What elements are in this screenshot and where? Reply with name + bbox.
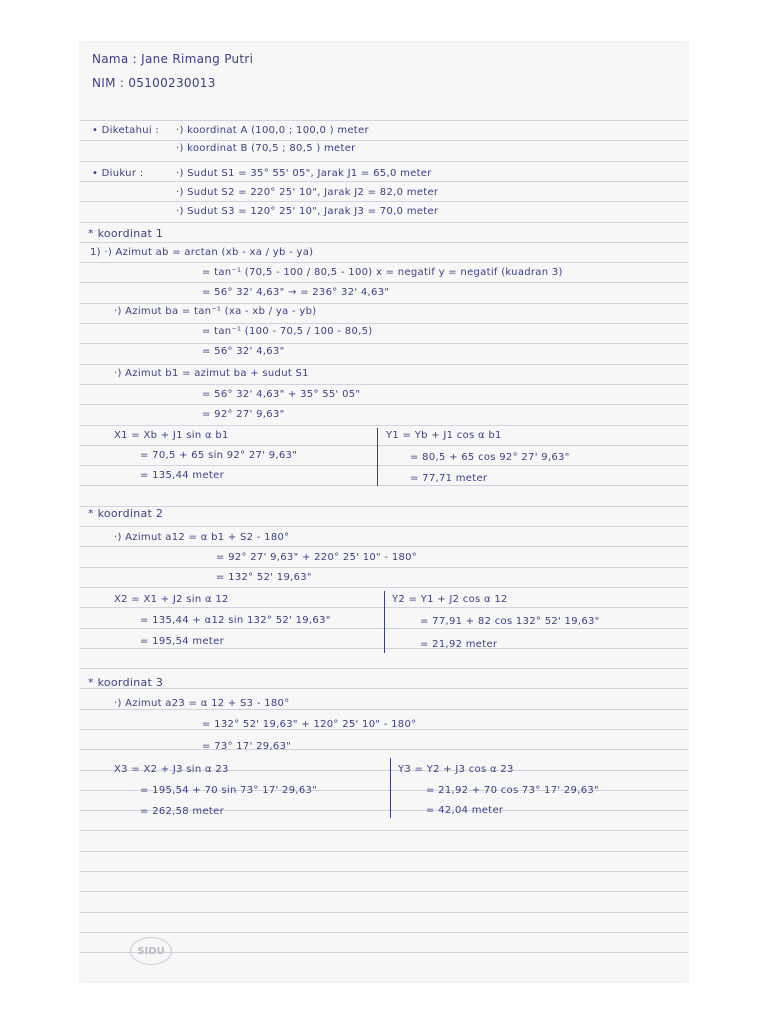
given-item: ·) koordinat B (70,5 ; 80,5 ) meter xyxy=(176,143,356,154)
ruled-line xyxy=(80,871,688,872)
ruled-line xyxy=(80,161,688,162)
calc-line: = 21,92 + 70 cos 73° 17' 29,63" xyxy=(426,785,599,796)
stamp-text: SIDU xyxy=(137,945,165,957)
ruled-line xyxy=(80,120,688,121)
calc-line: = 77,91 + 82 cos 132° 52' 19,63" xyxy=(420,616,600,627)
ruled-line xyxy=(80,425,688,426)
calc-line: = tan⁻¹ (100 - 70,5 / 100 - 80,5) xyxy=(202,326,373,337)
ruled-line xyxy=(80,851,688,852)
ruled-line xyxy=(80,364,688,365)
calc-line: X1 = Xb + J1 sin α b1 xyxy=(114,430,229,441)
calc-line: = 56° 32' 4,63" xyxy=(202,346,285,357)
calc-line: = 132° 52' 19,63" + 120° 25' 10" - 180° xyxy=(202,719,417,730)
ruled-line xyxy=(80,384,688,385)
calc-line: = 262,58 meter xyxy=(140,806,225,817)
calc-line: = tan⁻¹ (70,5 - 100 / 80,5 - 100) x = negatif y = negatif (kuadran 3) xyxy=(202,267,563,278)
calc-line: = 195,54 meter xyxy=(140,636,225,647)
column-divider xyxy=(377,428,378,486)
calc-line: X2 = X1 + J2 sin α 12 xyxy=(114,594,229,605)
ruled-line xyxy=(80,749,688,750)
calc-line: 1) ·) Azimut ab = arctan (xb - xa / yb - ya) xyxy=(90,247,314,258)
calc-line: = 73° 17' 29,63" xyxy=(202,741,292,752)
calc-line: ·) Azimut a23 = α 12 + S3 - 180° xyxy=(114,698,290,709)
ruled-line xyxy=(80,445,688,446)
ruled-line xyxy=(80,465,688,466)
ruled-line xyxy=(80,242,688,243)
ruled-line xyxy=(80,567,688,568)
ruled-line xyxy=(80,668,688,669)
ruled-line xyxy=(80,323,688,324)
calc-line: = 56° 32' 4,63" → = 236° 32' 4,63" xyxy=(202,287,390,298)
ruled-line xyxy=(80,526,688,527)
ruled-line xyxy=(80,262,688,263)
calc-line: = 77,71 meter xyxy=(410,473,488,484)
calc-line: = 135,44 meter xyxy=(140,470,225,481)
calc-line: = 92° 27' 9,63" xyxy=(202,409,285,420)
ruled-line xyxy=(80,932,688,933)
ruled-line xyxy=(80,303,688,304)
ruled-line xyxy=(80,830,688,831)
ruled-line xyxy=(80,912,688,913)
section-title-koordinat-2: * koordinat 2 xyxy=(88,507,164,520)
section-title-koordinat-1: * koordinat 1 xyxy=(88,227,164,240)
given-label: • Diketahui : xyxy=(92,125,160,136)
calc-line: = 135,44 + α12 sin 132° 52' 19,63" xyxy=(140,615,331,626)
calc-line: X3 = X2 + J3 sin α 23 xyxy=(114,764,229,775)
ruled-line xyxy=(80,891,688,892)
measured-label: • Diukur : xyxy=(92,168,144,179)
measured-item: ·) Sudut S3 = 120° 25' 10", Jarak J3 = 70,0 meter xyxy=(176,206,439,217)
calc-line: = 132° 52' 19,63" xyxy=(216,572,312,583)
ruled-line xyxy=(80,282,688,283)
ruled-line xyxy=(80,404,688,405)
calc-line: = 195,54 + 70 sin 73° 17' 29,63" xyxy=(140,785,318,796)
student-nim: NIM : 05100230013 xyxy=(92,76,216,90)
calc-line: Y3 = Y2 + J3 cos α 23 xyxy=(398,764,514,775)
calc-line: = 92° 27' 9,63" + 220° 25' 10" - 180° xyxy=(216,552,418,563)
ruled-line xyxy=(80,506,688,507)
calc-line: = 56° 32' 4,63" + 35° 55' 05" xyxy=(202,389,361,400)
calc-line: = 42,04 meter xyxy=(426,805,504,816)
ruled-line xyxy=(80,222,688,223)
calc-line: Y2 = Y1 + J2 cos α 12 xyxy=(392,594,508,605)
column-divider xyxy=(384,591,385,653)
student-name: Nama : Jane Rimang Putri xyxy=(92,52,254,66)
sidu-logo-stamp xyxy=(130,937,172,965)
calc-line: ·) Azimut b1 = azimut ba + sudut S1 xyxy=(114,368,309,379)
calc-line: = 80,5 + 65 cos 92° 27' 9,63" xyxy=(410,452,570,463)
ruled-line xyxy=(80,709,688,710)
measured-item: ·) Sudut S2 = 220° 25' 10", Jarak J2 = 82,0 meter xyxy=(176,187,439,198)
section-title-koordinat-3: * koordinat 3 xyxy=(88,676,164,689)
ruled-line xyxy=(80,587,688,588)
ruled-line xyxy=(80,485,688,486)
ruled-line xyxy=(80,546,688,547)
calc-line: = 21,92 meter xyxy=(420,639,498,650)
ruled-line xyxy=(80,140,688,141)
given-item: ·) koordinat A (100,0 ; 100,0 ) meter xyxy=(176,125,369,136)
ruled-line xyxy=(80,343,688,344)
ruled-line xyxy=(80,181,688,182)
calc-line: ·) Azimut ba = tan⁻¹ (xa - xb / ya - yb) xyxy=(114,306,317,317)
ruled-line xyxy=(80,201,688,202)
calc-line: Y1 = Yb + J1 cos α b1 xyxy=(386,430,502,441)
calc-line: ·) Azimut a12 = α b1 + S2 - 180° xyxy=(114,532,290,543)
calc-line: = 70,5 + 65 sin 92° 27' 9,63" xyxy=(140,450,298,461)
column-divider xyxy=(390,758,391,818)
measured-item: ·) Sudut S1 = 35° 55' 05", Jarak J1 = 65,0 meter xyxy=(176,168,432,179)
notebook-page xyxy=(80,42,688,982)
ruled-line xyxy=(80,688,688,689)
